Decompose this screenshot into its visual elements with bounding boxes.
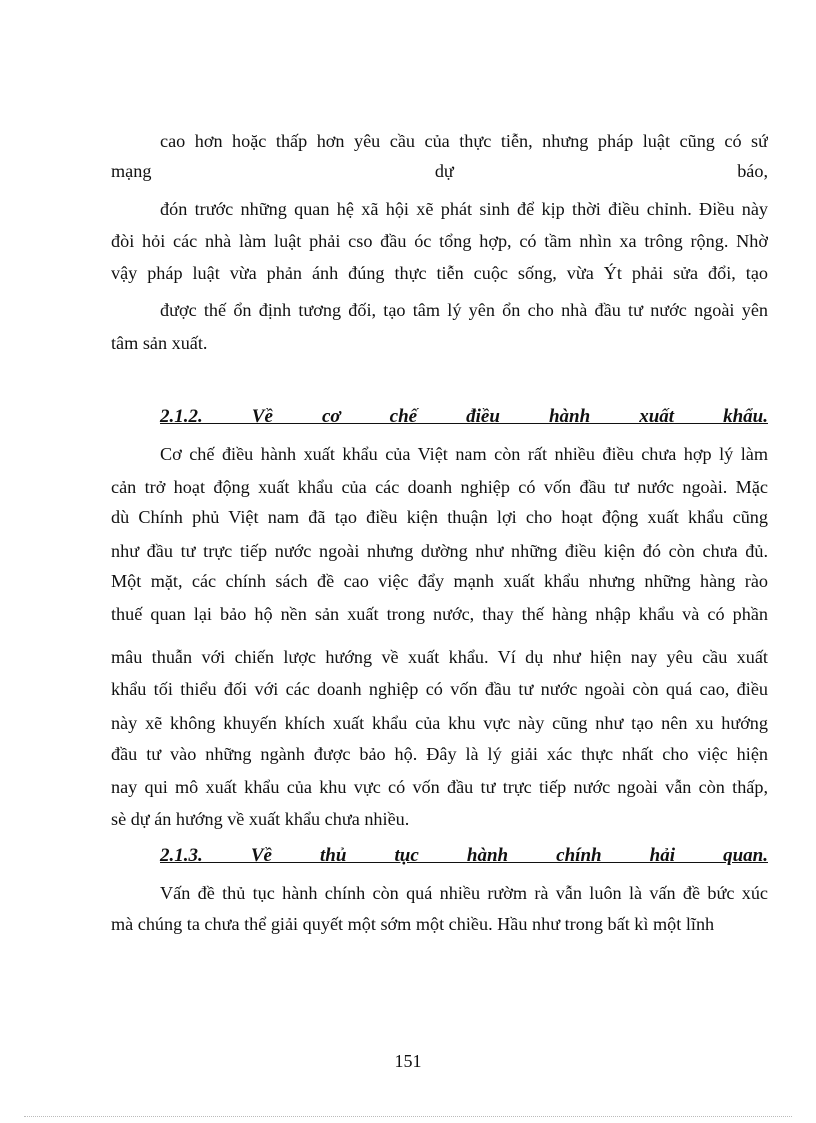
body-line: sè dự án hướng về xuất khẩu chưa nhiều. (111, 809, 410, 829)
body-line: đón trước những quan hệ xã hội xẽ phát sinh để kịp thời điều chỉnh. Điều này (160, 199, 768, 219)
body-line: vậy pháp luật vừa phản ánh đúng thực tiễn cuộc sống, vừa Ýt phải sửa đổi, tạo (111, 263, 768, 283)
body-line: Vấn đề thủ tục hành chính còn quá nhiều rườm rà vẫn luôn là vấn đề bức xúc (160, 883, 768, 903)
body-line: mà chúng ta chưa thể giải quyết một sớm một chiều. Hầu như trong bất kì một lĩnh (111, 914, 715, 934)
body-line: như đầu tư trực tiếp nước ngoài nhưng dường như những điều kiện đó còn chưa đủ. (111, 541, 768, 561)
section-heading-2-1-3: 2.1.3. Về thủ tục hành chính hải quan. (160, 845, 768, 866)
body-line: được thế ổn định tương đối, tạo tâm lý yên ổn cho nhà đầu tư nước ngoài yên (160, 300, 768, 320)
body-line: khẩu tối thiểu đối với các doanh nghiệp có vốn đầu tư nước ngoài còn quá cao, điều (111, 679, 768, 699)
body-line: tâm sản xuất. (111, 333, 208, 353)
body-line: này xẽ không khuyến khích xuất khẩu của khu vực này cũng như tạo nên xu hướng (111, 713, 768, 733)
page-number: 151 (394, 1051, 422, 1071)
body-line: dù Chính phủ Việt nam đã tạo điều kiện thuận lợi cho hoạt động xuất khẩu cũng (111, 507, 768, 527)
body-line: Cơ chế điều hành xuất khẩu của Việt nam còn rất nhiều điều chưa hợp lý làm (160, 444, 768, 464)
body-line: đòi hỏi các nhà làm luật phải cso đầu óc tổng hợp, có tầm nhìn xa trông rộng. Nhờ (111, 231, 768, 251)
word: mạng (111, 161, 152, 181)
body-line: Một mặt, các chính sách đề cao việc đẩy mạnh xuất khẩu nhưng những hàng rào (111, 571, 768, 591)
word: dự (434, 161, 454, 181)
body-line: nay qui mô xuất khẩu của khu vực có vốn đầu tư trực tiếp nước ngoài vẫn còn thấp, (111, 777, 768, 797)
body-line: mâu thuẫn với chiến lược hướng về xuất khẩu. Ví dụ như hiện nay yêu cầu xuất (111, 647, 768, 667)
body-line-spread (111, 159, 768, 183)
body-line: thuế quan lại bảo hộ nền sản xuất trong nước, thay thế hàng nhập khẩu và có phần (111, 604, 768, 624)
word: báo, (737, 161, 768, 181)
body-line: cản trở hoạt động xuất khẩu của các doanh nghiệp có vốn đầu tư nước ngoài. Mặc (111, 477, 768, 497)
page-bottom-rule (24, 1116, 792, 1117)
section-heading-2-1-2: 2.1.2. Về cơ chế điều hành xuất khẩu. (160, 406, 768, 427)
body-line: cao hơn hoặc thấp hơn yêu cầu của thực tiễn, nhưng pháp luật cũng có sứ (160, 131, 768, 151)
body-line: đầu tư vào những ngành được bảo hộ. Đây là lý giải xác thực nhất cho việc hiện (111, 744, 768, 764)
